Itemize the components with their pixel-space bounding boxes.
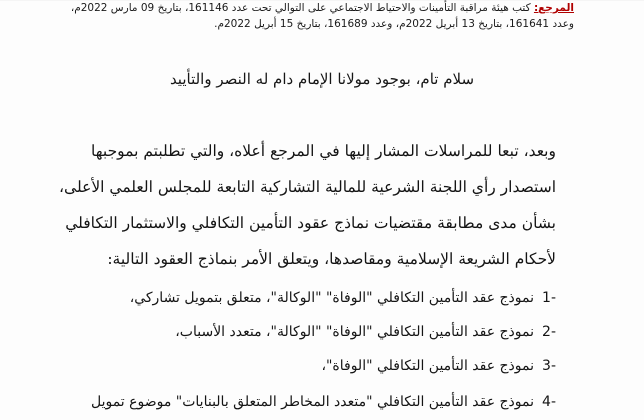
list-item-number: -2: [542, 324, 556, 340]
reference-text-2: وعدد 161641، بتاريخ 13 أبريل 2022م، وعدد 161689، بتاريخ 15 أبريل 2022م.: [214, 18, 574, 30]
list-item: [100, 324, 556, 340]
body-line-1: وبعد، تبعا للمراسلات المشار إليها في المرجع أعلاه، والتي تطلبتم بموجبها: [91, 142, 556, 160]
body-line-3: بشأن مدى مطابقة مقتضيات نماذج عقود التأمين التكافلي والاستثمار التكافلي: [65, 214, 556, 232]
reference-text-1: كتب هيئة مراقبة التأمينات والاحتياط الاجتماعي على التوالي تحت عدد 161146، بتاريخ 09 مارس 2022م،: [70, 2, 531, 14]
list-item-text: نموذج عقد التأمين التكافلي "الوفاة" "الوكالة"، متعلق بتمويل تشاركي،: [129, 290, 535, 306]
list-item-text: نموذج عقد التأمين التكافلي "متعدد المخاطر المتعلق بالبنايات" موضوع تمويل: [90, 394, 535, 410]
reference-label: المرجع:: [533, 2, 574, 14]
list-item-number: -4: [542, 394, 556, 410]
reference-line-1: [70, 2, 574, 14]
list-item: [100, 290, 556, 306]
list-item-text: نموذج عقد التأمين التكافلي "الوفاة"،: [321, 358, 535, 374]
list-item-number: -3: [542, 358, 556, 374]
reference-line-2: [88, 18, 574, 30]
body-line-2: استصدار رأي اللجنة الشرعية للمالية التشاركية التابعة للمجلس العلمي الأعلى،: [59, 178, 556, 196]
list-item: [90, 394, 556, 410]
list-item: [100, 358, 556, 374]
body-line-4: لأحكام الشريعة الإسلامية ومقاصدها، ويتعلق الأمر بنماذج العقود التالية:: [107, 250, 556, 268]
salutation: سلام تام، بوجود مولانا الإمام دام له النصر والتأييد: [169, 70, 475, 88]
list-item-text: نموذج عقد التأمين التكافلي "الوفاة" "الوكالة"، متعدد الأسباب،: [175, 324, 535, 340]
list-item-number: -1: [542, 290, 556, 306]
scan-edge: [0, 0, 644, 1]
